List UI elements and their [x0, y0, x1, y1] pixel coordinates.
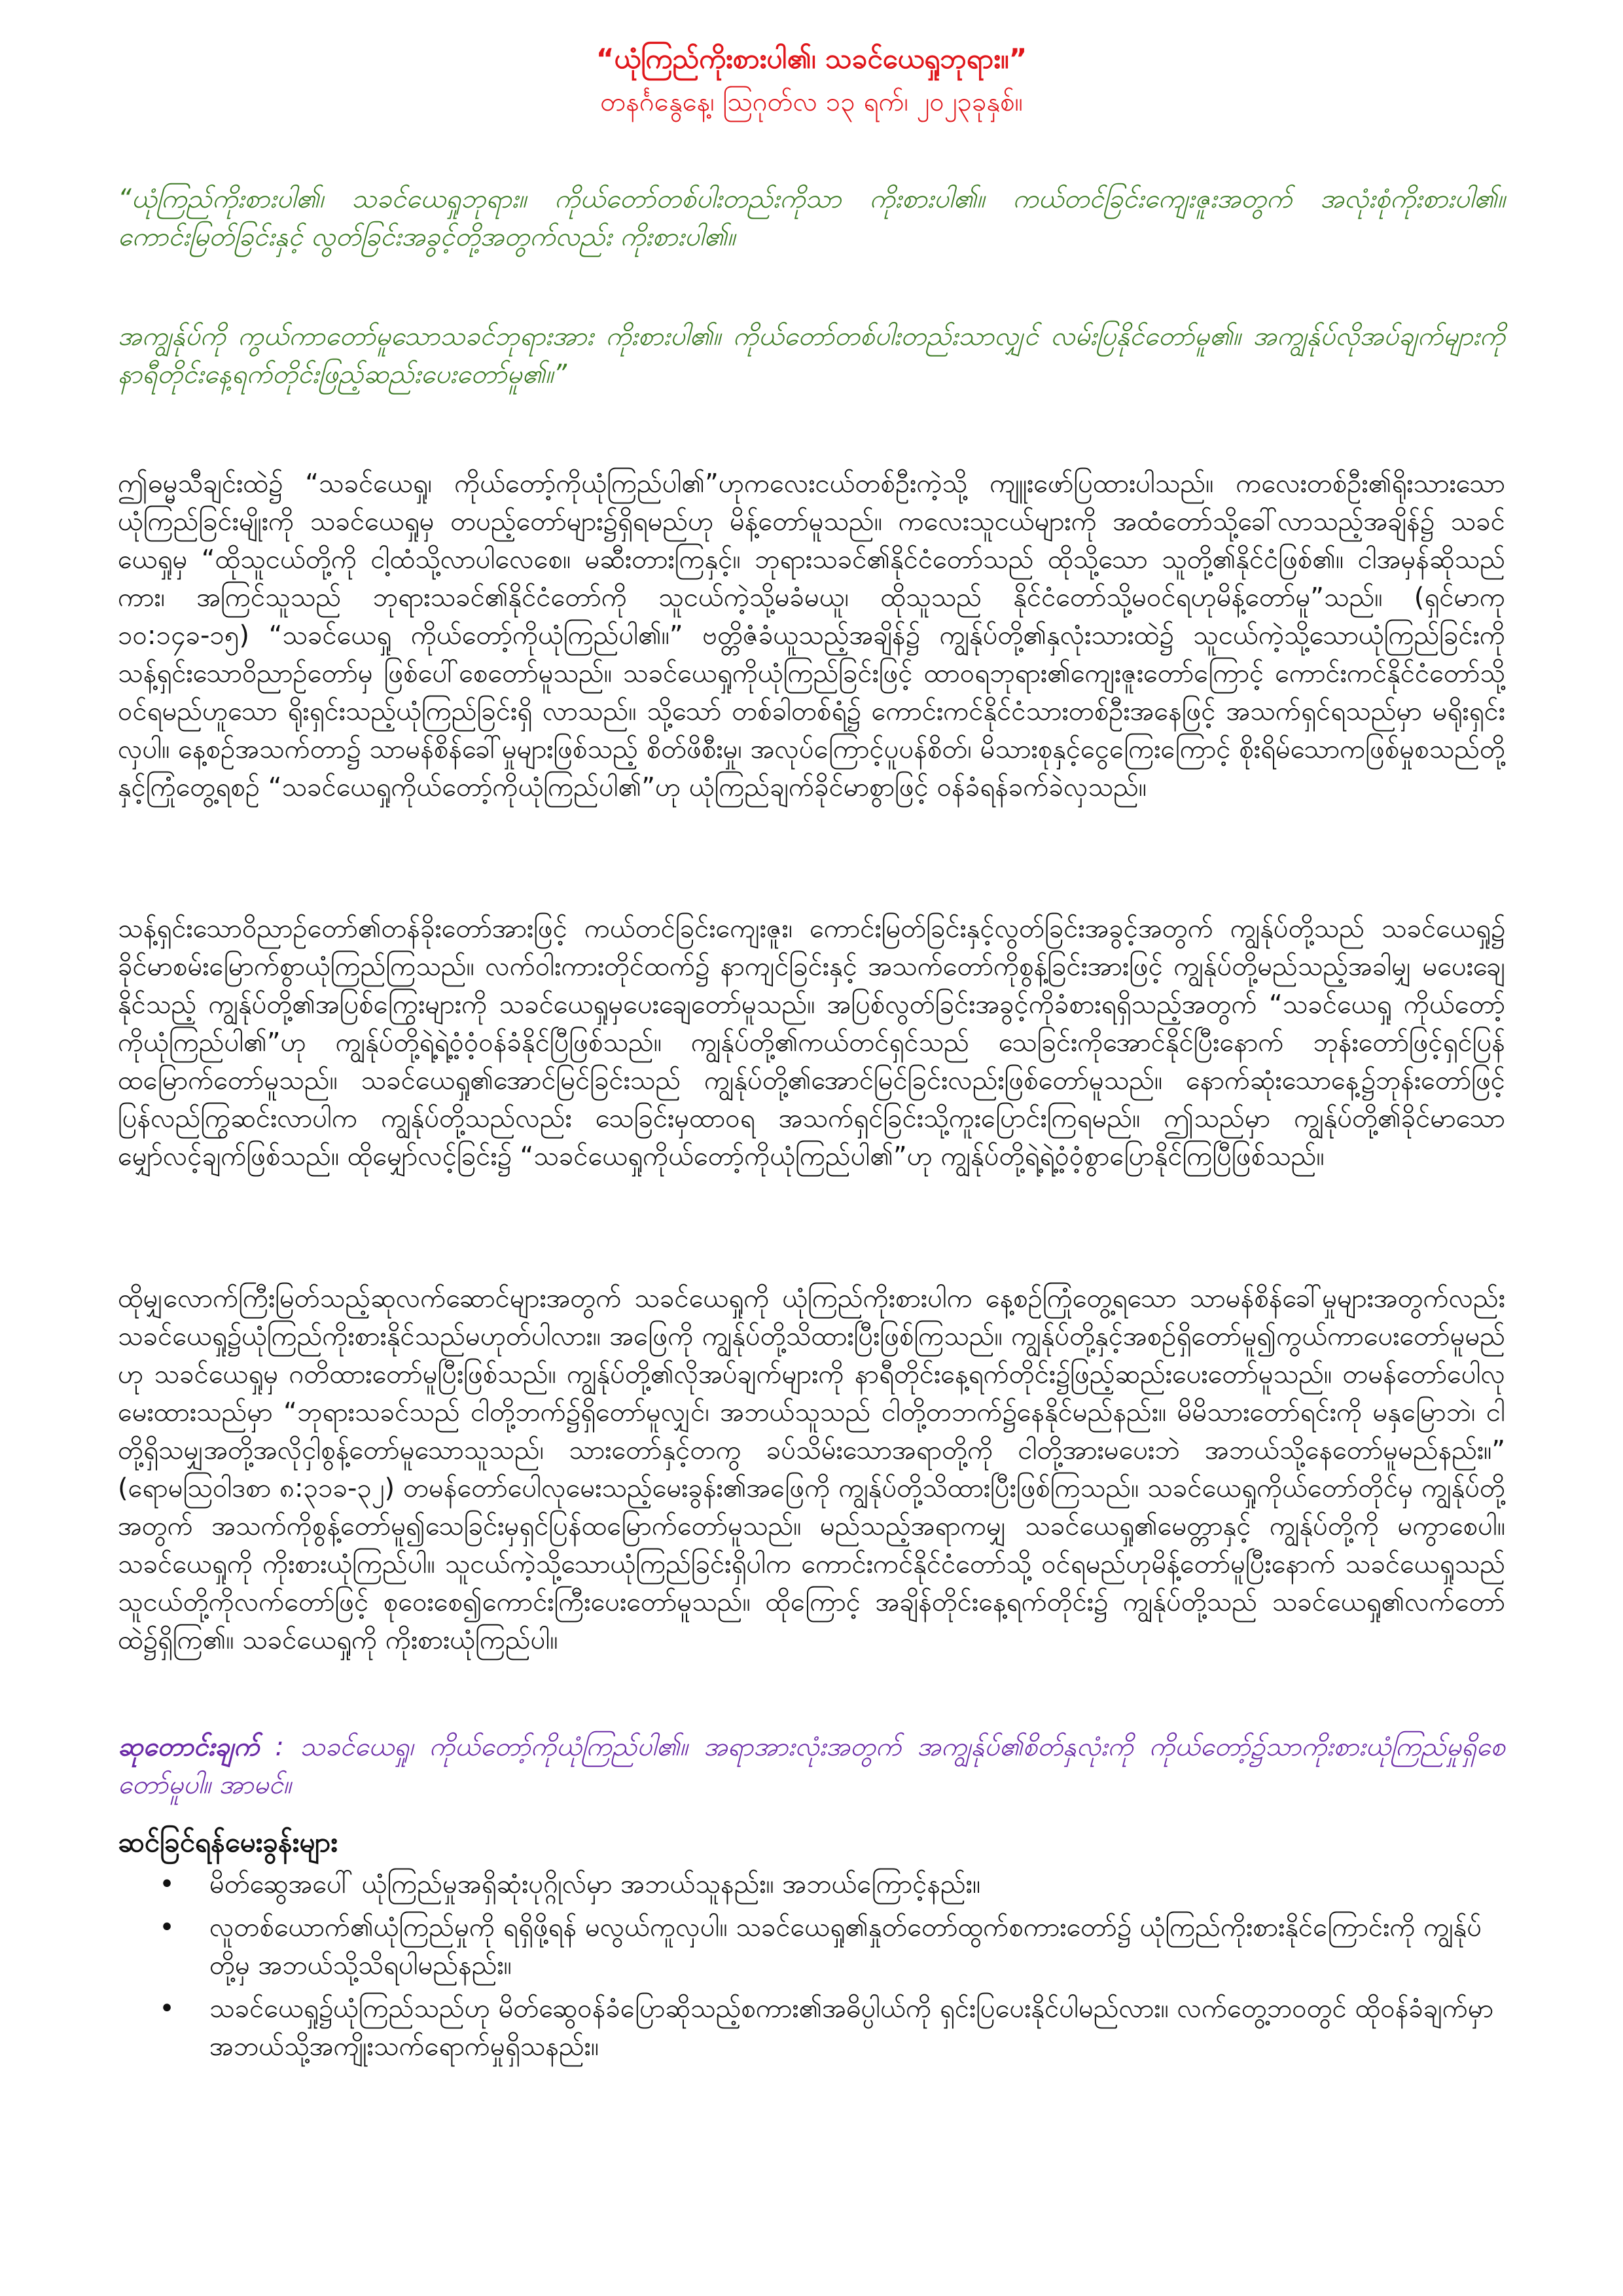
question-text: မိတ်ဆွေအပေါ် ယုံကြည်မှုအရှိဆုံးပုဂ္ဂိုလ်မှာ အဘယ်သူနည်း။ အဘယ်ကြောင့်နည်း။ — [209, 1869, 981, 1899]
prayer-section — [118, 1728, 1505, 1804]
questions-heading: ဆင်ခြင်ရန်မေးခွန်းများ — [118, 1826, 338, 1858]
page-date: တနင်္ဂနွေနေ့၊ ဩဂုတ်လ ၁၃ ရက်၊ ၂၀၂၃ခုနှစ်။ — [600, 87, 1023, 117]
bullet-icon: • — [159, 1912, 175, 1943]
list-item — [118, 1865, 1505, 1903]
hymn-verse-1: “ယုံကြည်ကိုးစားပါ၏၊ သခင်ယေရှုဘုရား။ ကိုယ်တော်တစ်ပါးတည်းကိုသာ ကိုးစားပါ၏။ ကယ်တင်ခြင်းကျေးဇူးအတွက် အလုံးစုံကိုးစားပါ၏။ ကောင်းမြတ်ခြင်းနှင့် လွတ်ခြင်းအခွင့်တို့အတွက်လည်း ကိုးစားပါ၏။ — [118, 184, 1505, 252]
list-item — [118, 1909, 1505, 1984]
prayer-text: သခင်ယေရှု၊ ကိုယ်တော့်ကိုယုံကြည်ပါ၏။ အရာအားလုံးအတွက် အကျွန်ုပ်၏စိတ်နှလုံးကို ကိုယ်တော့်၌သာကိုးစားယုံကြည်မှုရှိစေတော်မူပါ။ အာမင်။ — [118, 1732, 1505, 1800]
prayer-separator: : — [259, 1732, 300, 1762]
questions-list — [118, 1865, 1505, 2071]
question-text: သခင်ယေရှု၌ယုံကြည်သည်ဟု မိတ်ဆွေဝန်ခံပြောဆိုသည့်စကား၏အဓိပ္ပါယ်ကို ရှင်းပြပေးနိုင်ပါမည်လား။ လက်တွေ့ဘဝတွင် ထိုဝန်ခံချက်မှာ အဘယ်သို့အကျိုးသက်ရောက်မှုရှိသနည်း။ — [209, 1994, 1494, 2062]
body-paragraph-1: ဤဓမ္မသီချင်းထဲ၌ “သခင်ယေရှု၊ ကိုယ်တော့်ကိုယုံကြည်ပါ၏”ဟုကလေးငယ်တစ်ဦးကဲ့သို့ ကျူးဖော်ပြထားပါသည်။ ကလေးတစ်ဦး၏ရိုးသားသောယုံကြည်ခြင်းမျိုးကို သခင်ယေရှုမှ တပည့်တော်များ၌ရှိရမည်ဟု မိန့်တော်မူသည်။ ကလေးသူငယ်များကို အထံတော်သို့ခေါ်လာသည့်အချိန်၌ သခင်ယေရှုမှ “ထိုသူငယ်တို့ကို ငါ့ထံသို့လာပါလေစေ။ မဆီးတားကြနှင့်။ ဘုရားသခင်၏နိုင်ငံတော်သည် ထိုသို့သော သူတို့၏နိုင်ငံဖြစ်၏။ ငါအမှန်ဆိုသည်ကား၊ အကြင်သူသည် ဘုရားသခင်၏နိုင်ငံတော်ကို သူငယ်ကဲ့သို့မခံမယူ၊ ထိုသူသည် နိုင်ငံတော်သို့မဝင်ရဟုမိန့်တော်မူ”သည်။ (ရှင်မာကု ၁၀:၁၄ခ-၁၅) “သခင်ယေရှု ကိုယ်တော့်ကိုယုံကြည်ပါ၏။” ဗတ္တိဇံခံယူသည့်အချိန်၌ ကျွန်ုပ်တို့၏နှလုံးသားထဲ၌ သူငယ်ကဲ့သို့သောယုံကြည်ခြင်းကို သန့်ရှင်းသောဝိညာဉ်တော်မှ ဖြစ်ပေါ်စေတော်မူသည်။ သခင်ယေရှုကိုယုံကြည်ခြင်းဖြင့် ထာဝရဘုရား၏ကျေးဇူးတော်ကြောင့် ကောင်းကင်နိုင်ငံတော်သို့ဝင်ရမည်ဟူသော ရိုးရှင်းသည့်ယုံကြည်ခြင်းရှိ လာသည်။ သို့သော် တစ်ခါတစ်ရံ၌ ကောင်းကင်နိုင်ငံသားတစ်ဦးအနေဖြင့် အသက်ရှင်ရသည်မှာ မရိုးရှင်းလှပါ။ နေ့စဉ်အသက်တာ၌ သာမန်စိန်ခေါ်မှုများဖြစ်သည့် စိတ်ဖိစီးမှု၊ အလုပ်ကြောင့်ပူပန်စိတ်၊ မိသားစုနှင့်ငွေကြေးကြောင့် စိုးရိမ်သောကဖြစ်မှုစသည်တို့နှင့်ကြုံတွေ့ရစဉ် “သခင်ယေရှုကိုယ်တော့်ကိုယုံကြည်ပါ၏”ဟု ယုံကြည်ချက်ခိုင်မာစွာဖြင့် ဝန်ခံရန်ခက်ခဲလှသည်။ — [118, 469, 1505, 802]
body-paragraph-2: သန့်ရှင်းသောဝိညာဉ်တော်၏တန်ခိုးတော်အားဖြင့် ကယ်တင်ခြင်းကျေးဇူး၊ ကောင်းမြတ်ခြင်းနှင့်လွတ်ခြင်းအခွင့်အတွက် ကျွန်ုပ်တို့သည် သခင်ယေရှု၌ ခိုင်မာစမ်းမြောက်စွာယုံကြည်ကြသည်။ လက်ဝါးကားတိုင်ထက်၌ နာကျင်ခြင်းနှင့် အသက်တော်ကိုစွန့်ခြင်းအားဖြင့် ကျွန်ုပ်တို့မည်သည့်အခါမျှ မပေးချေနိုင်သည့် ကျွန်ုပ်တို့၏အပြစ်ကြွေးများကို သခင်ယေရှုမှပေးချေတော်မူသည်။ အပြစ်လွတ်ခြင်းအခွင့်ကိုခံစားရရှိသည့်အတွက် “သခင်ယေရှု ကိုယ်တော့်ကိုယုံကြည်ပါ၏”ဟု ကျွန်ုပ်တို့ရဲ့ရဲ့ဝံ့ဝံ့ဝန်ခံနိုင်ပြီဖြစ်သည်။ ကျွန်ုပ်တို့၏ကယ်တင်ရှင်သည် သေခြင်းကိုအောင်နိုင်ပြီးနောက် ဘုန်းတော်ဖြင့်ရှင်ပြန်ထမြောက်တော်မူသည်။ သခင်ယေရှု၏အောင်မြင်ခြင်းသည် ကျွန်ုပ်တို့၏အောင်မြင်ခြင်းလည်းဖြစ်တော်မူသည်။ နောက်ဆုံးသောနေ့၌ဘုန်းတော်ဖြင့်ပြန်လည်ကြွဆင်းလာပါက ကျွန်ုပ်တို့သည်လည်း သေခြင်းမှထာဝရ အသက်ရှင်ခြင်းသို့ကူးပြောင်းကြရမည်။ ဤသည်မှာ ကျွန်ုပ်တို့၏ခိုင်မာသောမျှော်လင့်ချက်ဖြစ်သည်။ ထိုမျှော်လင့်ခြင်း၌ “သခင်ယေရှုကိုယ်တော့်ကိုယုံကြည်ပါ၏”ဟု ကျွန်ုပ်တို့ရဲ့ရဲ့ဝံ့ဝံ့စွာပြောနိုင်ကြပြီဖြစ်သည်။ — [118, 914, 1505, 1172]
list-item — [118, 1990, 1505, 2066]
question-text: လူတစ်ယောက်၏ယုံကြည်မှုကို ရရှိဖို့ရန် မလွယ်ကူလှပါ။ သခင်ယေရှု၏နှုတ်တော်ထွက်စကားတော်၌ ယုံကြည်ကိုးစားနိုင်ကြောင်းကို ကျွန်ုပ်တို့မှ အဘယ်သို့သိရပါမည်နည်း။ — [209, 1912, 1482, 1981]
bullet-icon: • — [159, 1869, 175, 1899]
body-paragraph-3: ထိုမျှလောက်ကြီးမြတ်သည့်ဆုလက်ဆောင်များအတွက် သခင်ယေရှုကို ယုံကြည်ကိုးစားပါက နေ့စဉ်ကြုံတွေ့ရသော သာမန်စိန်ခေါ်မှုများအတွက်လည်း သခင်ယေရှု၌ယုံကြည်ကိုးစားနိုင်သည်မဟုတ်ပါလား။ အဖြေကို ကျွန်ုပ်တို့သိထားပြီးဖြစ်ကြသည်။ ကျွန်ုပ်တို့နှင့်အစဉ်ရှိတော်မူ၍ကွယ်ကာပေးတော်မူမည်ဟု သခင်ယေရှုမှ ဂတိထားတော်မူပြီးဖြစ်သည်။ ကျွန်ုပ်တို့၏လိုအပ်ချက်များကို နာရီတိုင်းနေ့ရက်တိုင်း၌ဖြည့်ဆည်းပေးတော်မူသည်။ တမန်တော်ပေါလုမေးထားသည်မှာ “ဘုရားသခင်သည် ငါတို့ဘက်၌ရှိတော်မူလျှင်၊ အဘယ်သူသည် ငါတို့တဘက်၌နေနိုင်မည်နည်း။ မိမိသားတော်ရင်းကို မနှမြောဘဲ၊ ငါတို့ရှိသမျှအတို့အလိုငှါစွန့်တော်မူသောသူသည်၊ သားတော်နှင့်တကွ ခပ်သိမ်းသောအရာတို့ကို ငါတို့အားမပေးဘဲ အဘယ်သို့နေတော်မူမည်နည်း။” (ရောမသြဝါဒစာ ၈:၃၁ခ-၃၂) တမန်တော်ပေါလုမေးသည့်မေးခွန်း၏အဖြေကို ကျွန်ုပ်တို့သိထားပြီးဖြစ်ကြသည်။ သခင်ယေရှုကိုယ်တော်တိုင်မှ ကျွန်ုပ်တို့အတွက် အသက်ကိုစွန့်တော်မူ၍သေခြင်းမှရှင်ပြန်ထမြောက်တော်မူသည်။ မည်သည့်အရာကမျှ သခင်ယေရှု၏မေတ္တာနှင့် ကျွန်ုပ်တို့ကို မကွာစေပါ။ သခင်ယေရှုကို ကိုးစားယုံကြည်ပါ။ သူငယ်ကဲ့သို့သောယုံကြည်ခြင်းရှိပါက ကောင်းကင်နိုင်ငံတော်သို့ ဝင်ရမည်ဟုမိန့်တော်မူပြီးနောက် သခင်ယေရှုသည် သူငယ်တို့ကိုလက်တော်ဖြင့် စုဝေးစေ၍ကောင်းကြီးပေးတော်မူသည်။ ထိုကြောင့် အချိန်တိုင်းနေ့ရက်တိုင်း၌ ကျွန်ုပ်တို့သည် သခင်ယေရှု၏လက်တော်ထဲ၌ရှိကြ၏။ သခင်ယေရှုကို ကိုးစားယုံကြည်ပါ။ — [118, 1283, 1505, 1655]
bullet-icon: • — [159, 1994, 175, 2024]
hymn-verse-2: အကျွန်ုပ်ကို ကွယ်ကာတော်မူသောသခင်ဘုရားအား ကိုးစားပါ၏။ ကိုယ်တော်တစ်ပါးတည်းသာလျှင် လမ်းပြနိုင်တော်မူ၏။ အကျွန်ုပ်လိုအပ်ချက်များကို နာရီတိုင်းနေ့ရက်တိုင်းဖြည့်ဆည်းပေးတော်မူ၏။” — [118, 321, 1505, 389]
prayer-label: ဆုတောင်းချက် — [118, 1732, 260, 1762]
page-title: “ယုံကြည်ကိုးစားပါ၏၊ သခင်ယေရှုဘုရား။” — [596, 43, 1027, 75]
